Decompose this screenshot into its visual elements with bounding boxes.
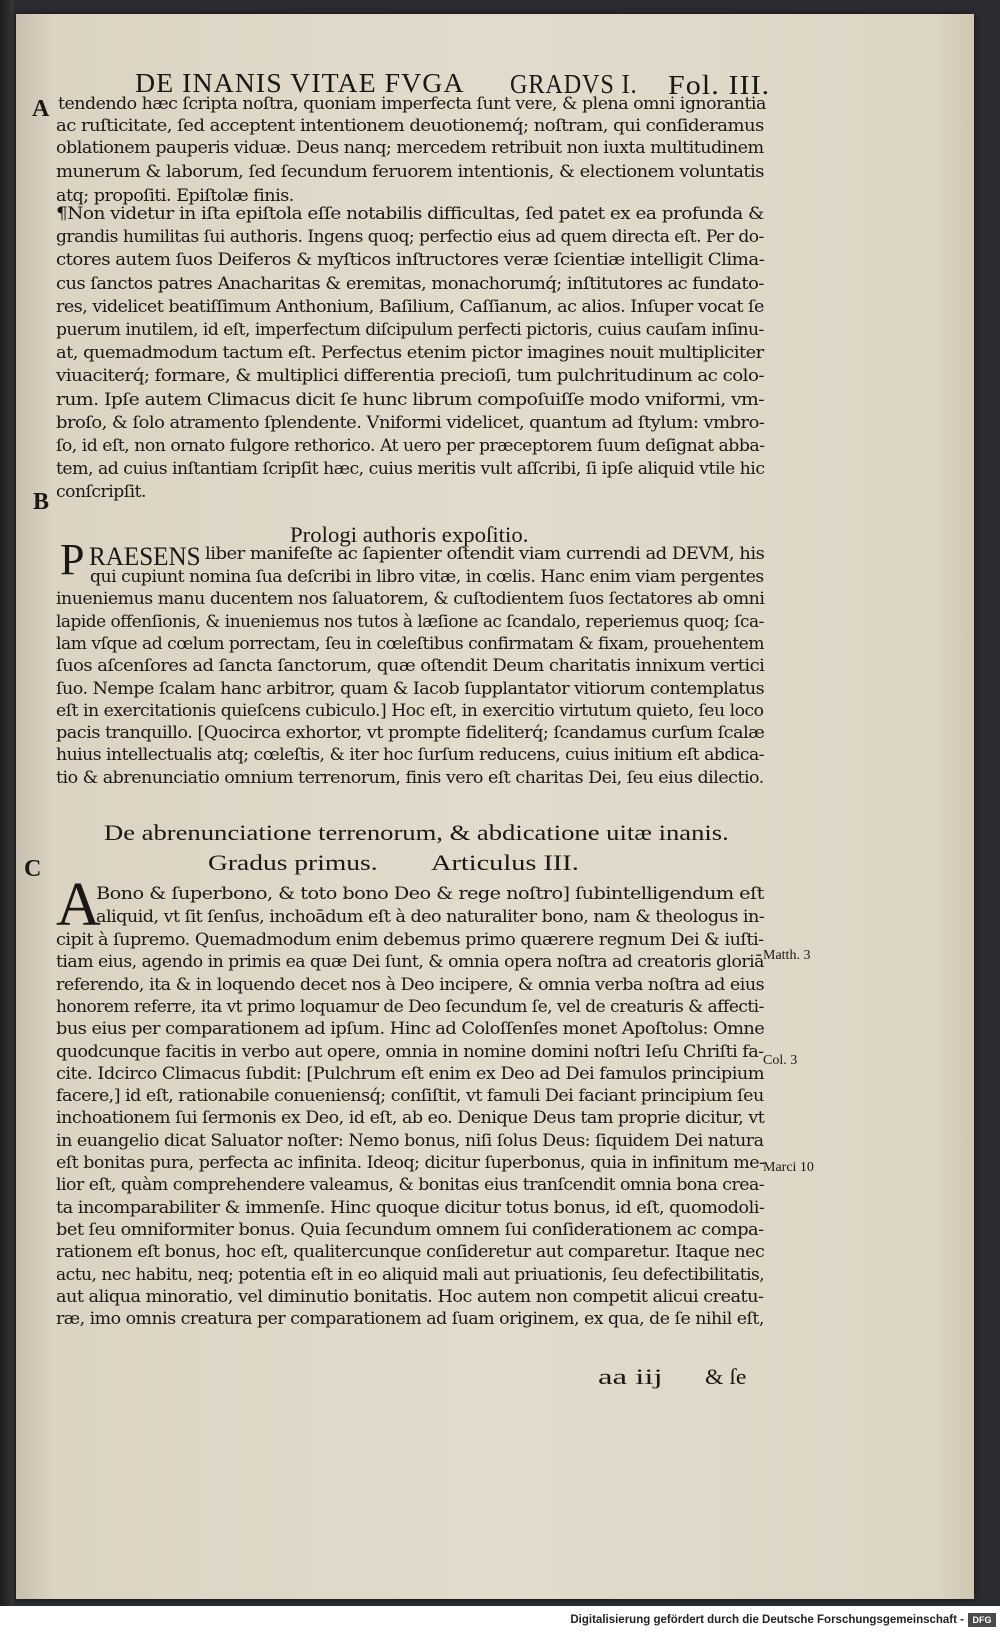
text-line: aut aliqua minoratio, vel diminutio bonitatis. Hoc autem non competit alicui creatu- — [56, 1286, 764, 1307]
text-line: ſo, id eſt, non ornato fulgore rethorico. At uero per præceptorem ſuum deſignat abba- — [56, 436, 765, 456]
text-line: pacis tranquillo. [Quocirca exhortor, vt prompte fideliterq́; ſcandamus curſum ſcalæ — [56, 723, 765, 744]
running-title: DE INANIS VITAE FVGA — [135, 68, 465, 98]
text-line: munerum & laborum, ſed ſecundum feruorem intentionis, & electionem voluntatis — [56, 162, 764, 182]
text-line: grandis humilitas ſui authoris. Ingens quoq; perfectio eius ad quem directa eſt. Per do- — [56, 227, 764, 248]
text-line: lapide offenſionis, & inueniemus nos tutos à læſione ac ſcandalo, reperiemus quoq; ſca- — [56, 611, 764, 632]
text-line: actu, nec habitu, neq; potentia eſt in eo aliquid mali aut priuationis, ſeu defectibilitatis, — [56, 1264, 765, 1285]
text-line: bet ſeu omniformiter bonus. Quia ſecundum omnem ſui conſiderationem ac compa- — [56, 1219, 764, 1240]
text-line: honorem referre, ita vt primo loquamur de Deo ſecundum ſe, vel de creaturis & affecti- — [56, 996, 764, 1017]
text-line: cipit à ſupremo. Quemadmodum enim debemus primo quærere regnum Dei & iuſti- — [56, 930, 764, 950]
text-line: inchoationem ſui ſermonis ex Deo, id eſt, ab eo. Denique Deus tam proprie dicitur, vt — [56, 1108, 765, 1129]
text-line: ctores autem ſuos Deiferos & myſticos inſtructores veræ ſcientiæ intelligit Clima- — [56, 250, 765, 271]
footer-bar — [0, 1606, 1000, 1632]
signature-mark: aa iij — [598, 1364, 663, 1389]
text-line: at, quemadmodum tactum eſt. Perfectus etenim pictor imagines nouit multipliciter — [56, 343, 764, 364]
text-line: in euangelio dicat Saluator noſter: Nemo bonus, niſi ſolus Deus: ſiquidem Dei natura — [56, 1130, 764, 1151]
text-line: cite. Idcirco Climacus ſubdit: [Pulchrum eſt enim ex Deo ad Dei famulos principium — [56, 1063, 765, 1084]
margin-marker-c: C — [24, 856, 42, 882]
text-line: bus eius per comparationem ad ipſum. Hinc ad Coloſſenſes monet Apoſtolus: Omne — [56, 1019, 765, 1040]
footer-credit: Digitalisierung gefördert durch die Deutsche Forschungsgemeinschaft - — [570, 1614, 964, 1626]
marginal-note: Col. 3 — [763, 1053, 798, 1068]
text-line: ac ruſticitate, ſed acceptent intentionem deuotionemq́; noſtram, qui conſideramus — [56, 116, 764, 136]
text-line: lam vſque ad cœlum porrectam, ſeu in cœleſtibus confirmatam & fixam, prouehentem — [56, 633, 765, 654]
text-line: ſuo. Nempe ſcalam hanc arbitror, quam & Iacob ſupplantator vitiorum contemplatus — [56, 678, 765, 699]
text-line: ta incomparabiliter & immenſe. Hinc quoque dicitur totus bonus, id eſt, quomodoli- — [56, 1197, 765, 1218]
text-line: puerum inutilem, id eſt, imperfectum diſcipulum perfecti pictoris, cuius cauſam inſinu- — [56, 320, 764, 340]
articulus-label: Articulus III. — [431, 850, 579, 875]
text-line: cus ſanctos patres Anacharitas & eremitas, monachorumq́; inſtitutores ac fundato- — [56, 273, 764, 294]
opening-capitals: RAESENS — [89, 542, 201, 571]
catchword: & ſe — [705, 1364, 747, 1389]
text-line: res, videlicet beatiſſimum Anthonium, Baſilium, Caſſianum, ac alios. Inſuper vocat ſe — [56, 296, 764, 317]
text-line: eſt in exercitationis quieſcens cubiculo.] Hoc eſt, in exercitio virtutum quieto, ſeu loco — [56, 700, 764, 721]
text-line: huius intellectualis atq; cœleſtis, & iter hoc ſurſum reducens, cuius initium eſt abdica- — [56, 745, 765, 766]
text-line: conſcripſit. — [56, 482, 146, 503]
text-line: ¶Non videtur in iſta epiſtola eſſe notabilis difficultas, ſed patet ex ea profunda & — [56, 204, 764, 224]
text-line: facere,] id eſt, rationabile conueniensq́; conſiſtit, vt famuli Dei faciant principium ſeu — [56, 1086, 764, 1107]
marginal-note: Matth. 3 — [763, 948, 811, 963]
text-line: tio & abrenunciatio omnium terrenorum, finis vero eſt charitas Dei, ſeu eius dilectio. — [56, 767, 764, 788]
gradus-label: Gradus primus. — [208, 850, 378, 875]
text-line: qui cupiunt nomina ſua deſcribi in libro vitæ, in cœlis. Hanc enim viam pergentes — [90, 567, 764, 587]
text-line: inueniemus manu ducentem nos ſaluatorem, & cuſtodientem ſuos ſectatores ab omni — [56, 589, 765, 610]
text-line: ræ, imo omnis creatura per comparationem ad ſuam originem, ex qua, de ſe nihil eſt, — [56, 1309, 764, 1330]
book-edge — [0, 0, 14, 1606]
text-line: oblationem pauperis viduæ. Deus nanq; mercedem retribuit non iuxta multitudinem — [56, 138, 764, 158]
text-line: referendo, ita & in loquendo decet nos à Deo incipere, & omnia verba noſtra ad eius — [56, 974, 765, 995]
dfg-logo: DFG — [968, 1613, 996, 1627]
text-line: tiam eius, agendo in primis ea quæ Dei ſunt, & omnia opera noſtra ad creatoris gloriā — [56, 952, 764, 973]
text-line: quodcunque facitis in verbo aut opere, omnia in nomine domini noſtri Ieſu Chriſti fa- — [56, 1041, 764, 1062]
text-line: rationem eſt bonus, hoc eſt, qualitercunque conſideretur aut comparetur. Itaque nec — [56, 1242, 765, 1263]
text-line: viuaciterq́; formare, & multiplici differentia precioſi, tum pulchritudinum ac colo- — [56, 366, 765, 387]
text-line: aliquid, vt ſit ſenſus, inchoādum eſt à deo naturaliter bono, nam & theologus in- — [96, 907, 765, 927]
section-title: Prologi authoris expoſitio. — [290, 522, 529, 547]
text-line: tendendo hæc ſcripta noſtra, quoniam imperfecta ſunt vere, & plena omni ignorantia — [58, 94, 766, 114]
text-line: liber manifeſte ac ſapienter oſtendit viam currendi ad DEVM, his — [205, 544, 765, 564]
text-line: Bono & ſuperbono, & toto bono Deo & rege noſtro] ſubintelligendum eſt — [96, 884, 764, 904]
chapter-title: De abrenunciatione terrenorum, & abdicatione uitæ inanis. — [104, 820, 729, 845]
margin-marker-a: A — [32, 96, 50, 122]
folio-number: Fol. III. — [668, 70, 771, 100]
marginal-note: Marci 10 — [763, 1160, 814, 1175]
text-line: broſo, & ſolo atramento ſplendente. Vniformi videlicet, quantum ad ſtylum: vmbro- — [56, 412, 765, 433]
drop-cap-p: P — [60, 535, 85, 584]
text-line: tem, ad cuius inſtantiam ſcripſit hæc, cuius meritis vult aſſcribi, ſi ipſe aliquid vtile hic — [56, 459, 765, 480]
text-line: eſt bonitas pura, perfecta ac infinita. Ideoq; dicitur ſuperbonus, quia in infinitum me- — [56, 1153, 765, 1173]
text-line: lior eſt, quàm comprehendere valeamus, & bonitas eius tranſcendit omnia bona crea- — [56, 1175, 765, 1196]
text-line: ſuos aſcenſores ad ſancta ſanctorum, quæ oſtendit Deum charitatis innixum vertici — [56, 656, 765, 677]
text-line: atq; propoſiti. Epiſtolæ finis. — [56, 186, 294, 206]
running-gradus: GRADVS I. — [510, 69, 638, 99]
text-line: rum. Ipſe autem Climacus dicit ſe hunc librum compoſuiſſe modo vniformi, vm- — [56, 389, 765, 410]
margin-marker-b: B — [33, 489, 50, 515]
drop-cap-a: A — [56, 871, 101, 939]
